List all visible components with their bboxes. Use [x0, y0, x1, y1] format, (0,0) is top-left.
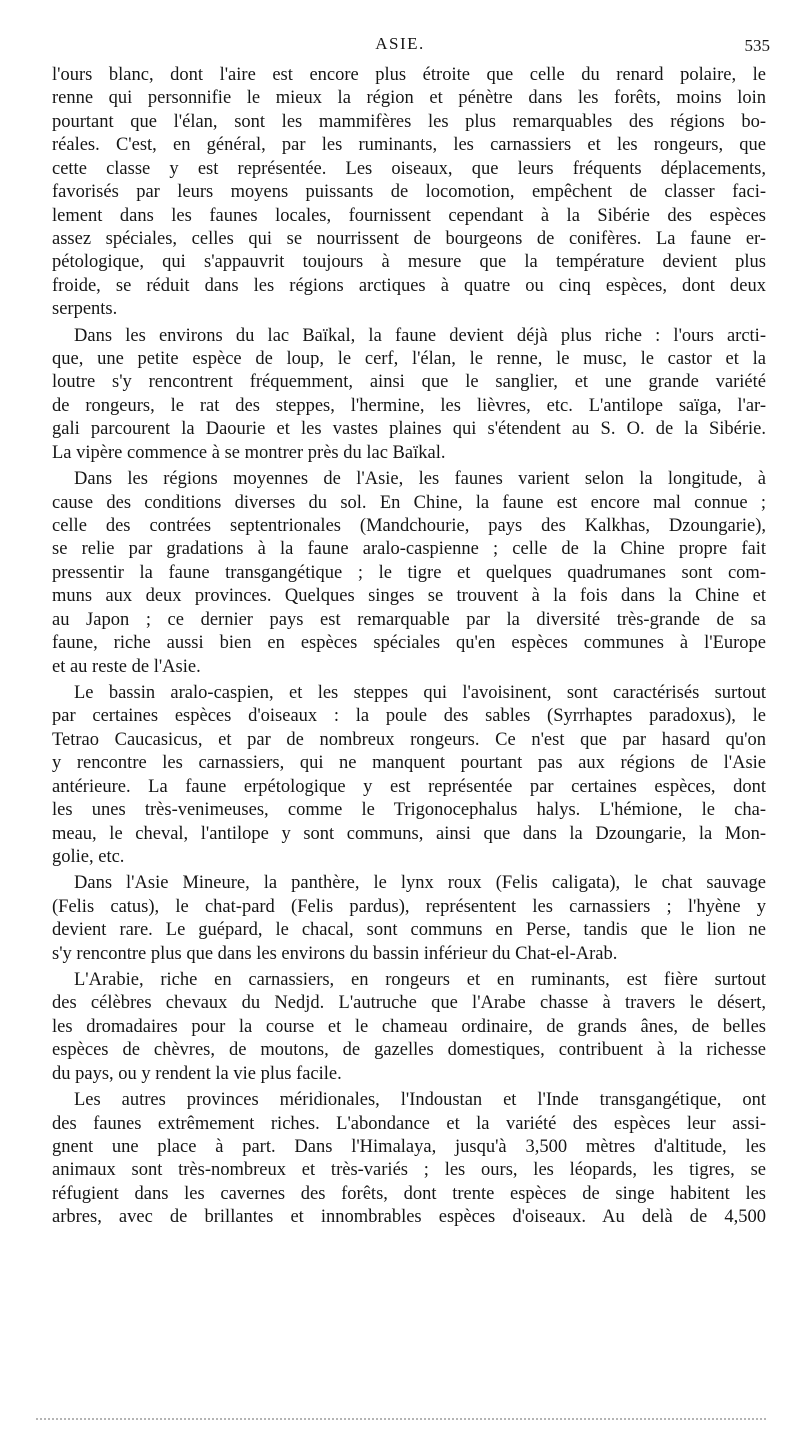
- text-line: des faunes extrêmement riches. L'abondance et la variété des espèces leur assi-: [52, 1113, 766, 1134]
- text-line: serpents.: [52, 299, 118, 320]
- text-line: arbres, avec de brillantes et innombrables espèces d'oiseaux. Au delà de 4,500: [52, 1207, 766, 1228]
- text-line: faune, riche aussi bien en espèces spéciales qu'en espèces communes à l'Europe: [52, 633, 766, 654]
- text-line: celle des contrées septentrionales (Mandchourie, pays des Kalkhas, Dzoungarie),: [52, 516, 766, 537]
- text-line: loutre s'y rencontrent fréquemment, ainsi que le sanglier, et une grande variété: [52, 372, 766, 393]
- text-line: de rongeurs, le rat des steppes, l'hermine, les lièvres, etc. L'antilope saïga, l'ar-: [52, 395, 766, 416]
- text-line: se relie par gradations à la faune aralo-caspienne ; celle de la Chine propre fait: [52, 539, 766, 560]
- text-line: pourtant que l'élan, sont les mammifères les plus remarquables des régions bo-: [52, 111, 766, 132]
- text-line: l'ours blanc, dont l'aire est encore plus étroite que celle du renard polaire, le: [52, 65, 766, 85]
- text-line: gali parcourent la Daourie et les vastes plaines qui s'étendent au S. O. de la Sibérie.: [52, 419, 766, 440]
- text-line: du pays, ou y rendent la vie plus facile.: [52, 1063, 342, 1084]
- text-line: y rencontre les carnassiers, qui ne manquent pourtant pas aux régions de l'Asie: [52, 753, 766, 774]
- text-line: que, une petite espèce de loup, le cerf, l'élan, le renne, le musc, le castor et la: [52, 349, 766, 370]
- text-line: les dromadaires pour la course et le chameau ordinaire, de grands ânes, de belles: [52, 1016, 766, 1037]
- paragraph: [52, 325, 766, 466]
- text-line: assez spéciales, celles qui se nourrissent de bourgeons de conifères. La faune er-: [52, 228, 766, 249]
- text-line: antérieure. La faune erpétologique y est représentée par certaines espèces, dont: [52, 776, 766, 797]
- text-line: Tetrao Caucasicus, et par de nombreux rongeurs. Ce n'est que par hasard qu'on: [52, 729, 766, 750]
- page-number: 535: [744, 36, 770, 55]
- paragraph: [52, 468, 766, 679]
- text-line: s'y rencontre plus que dans les environs du bassin inférieur du Chat-el-Arab.: [52, 943, 618, 964]
- text-line: meau, le cheval, l'antilope y sont communs, ainsi que dans la Dzoungarie, la Mon-: [52, 823, 766, 844]
- text-line: renne qui personnifie le mieux la région et pénètre dans les forêts, moins loin: [52, 88, 766, 109]
- text-line: (Felis catus), le chat-pard (Felis pardus), représentent les carnassiers ; l'hyène y: [52, 896, 766, 917]
- text-line: réfugient dans les cavernes des forêts, dont trente espèces de singe habitent les: [52, 1183, 766, 1204]
- text-body: [52, 64, 766, 1230]
- text-line: Les autres provinces méridionales, l'Indoustan et l'Inde transgangétique, ont: [74, 1090, 766, 1111]
- text-line: et au reste de l'Asie.: [52, 656, 201, 677]
- text-line: animaux sont très-nombreux et très-variés ; les ours, les léopards, les tigres, se: [52, 1160, 766, 1181]
- text-line: La vipère commence à se montrer près du lac Baïkal.: [52, 442, 446, 463]
- text-line: gnent une place à part. Dans l'Himalaya, jusqu'à 3,500 mètres d'altitude, les: [52, 1136, 766, 1157]
- text-line: lement dans les faunes locales, fournissent cependant à la Sibérie des espèces: [52, 205, 766, 226]
- text-line: froide, se réduit dans les régions arctiques à quatre ou cinq espèces, dont deux: [52, 275, 766, 296]
- paragraph: [52, 64, 766, 322]
- text-line: espèces de chèvres, de moutons, de gazelles domestiques, contribuent à la richesse: [52, 1040, 766, 1061]
- running-title: ASIE.: [375, 34, 425, 53]
- paragraph: [52, 1089, 766, 1230]
- text-line: favorisés par leurs moyens puissants de locomotion, empêchent de classer faci-: [52, 182, 766, 203]
- text-line: muns aux deux provinces. Quelques singes se trouvent à la fois dans la Chine et: [52, 586, 766, 607]
- text-line: au Japon ; ce dernier pays est remarquable par la diversité très-grande de sa: [52, 609, 766, 630]
- text-line: Dans les environs du lac Baïkal, la faune devient déjà plus riche : l'ours arcti-: [74, 325, 766, 346]
- text-line: pétologique, qui s'appauvrit toujours à mesure que la température devient plus: [52, 252, 766, 273]
- text-line: réales. C'est, en général, par les ruminants, les carnassiers et les rongeurs, que: [52, 135, 766, 156]
- text-line: devient rare. Le guépard, le chacal, sont communs en Perse, tandis que le lion ne: [52, 920, 766, 941]
- text-line: L'Arabie, riche en carnassiers, en rongeurs et en ruminants, est fière surtout: [74, 970, 766, 991]
- text-line: golie, etc.: [52, 846, 125, 867]
- footer-dotted-rule: [36, 1418, 766, 1420]
- text-line: cette classe y est représentée. Les oiseaux, que leurs fréquents déplacements,: [52, 158, 766, 179]
- text-line: Dans les régions moyennes de l'Asie, les faunes varient selon la longitude, à: [74, 469, 766, 490]
- text-line: par certaines espèces d'oiseaux : la poule des sables (Syrrhaptes paradoxus), le: [52, 706, 766, 727]
- paragraph: [52, 872, 766, 966]
- paragraph: [52, 682, 766, 869]
- text-line: cause des conditions diverses du sol. En Chine, la faune est encore mal connue ;: [52, 492, 766, 513]
- text-line: des célèbres chevaux du Nedjd. L'autruche que l'Arabe chasse à travers le désert,: [52, 993, 766, 1014]
- paragraph: [52, 969, 766, 1086]
- text-line: Le bassin aralo-caspien, et les steppes qui l'avoisinent, sont caractérisés surtout: [74, 682, 766, 703]
- text-line: les unes très-venimeuses, comme le Trigonocephalus halys. L'hémione, le cha-: [52, 800, 766, 821]
- running-head: [0, 34, 800, 58]
- text-line: pressentir la faune transgangétique ; le tigre et quelques quadrumanes sont com-: [52, 562, 766, 583]
- text-line: Dans l'Asie Mineure, la panthère, le lynx roux (Felis caligata), le chat sauvage: [74, 873, 766, 894]
